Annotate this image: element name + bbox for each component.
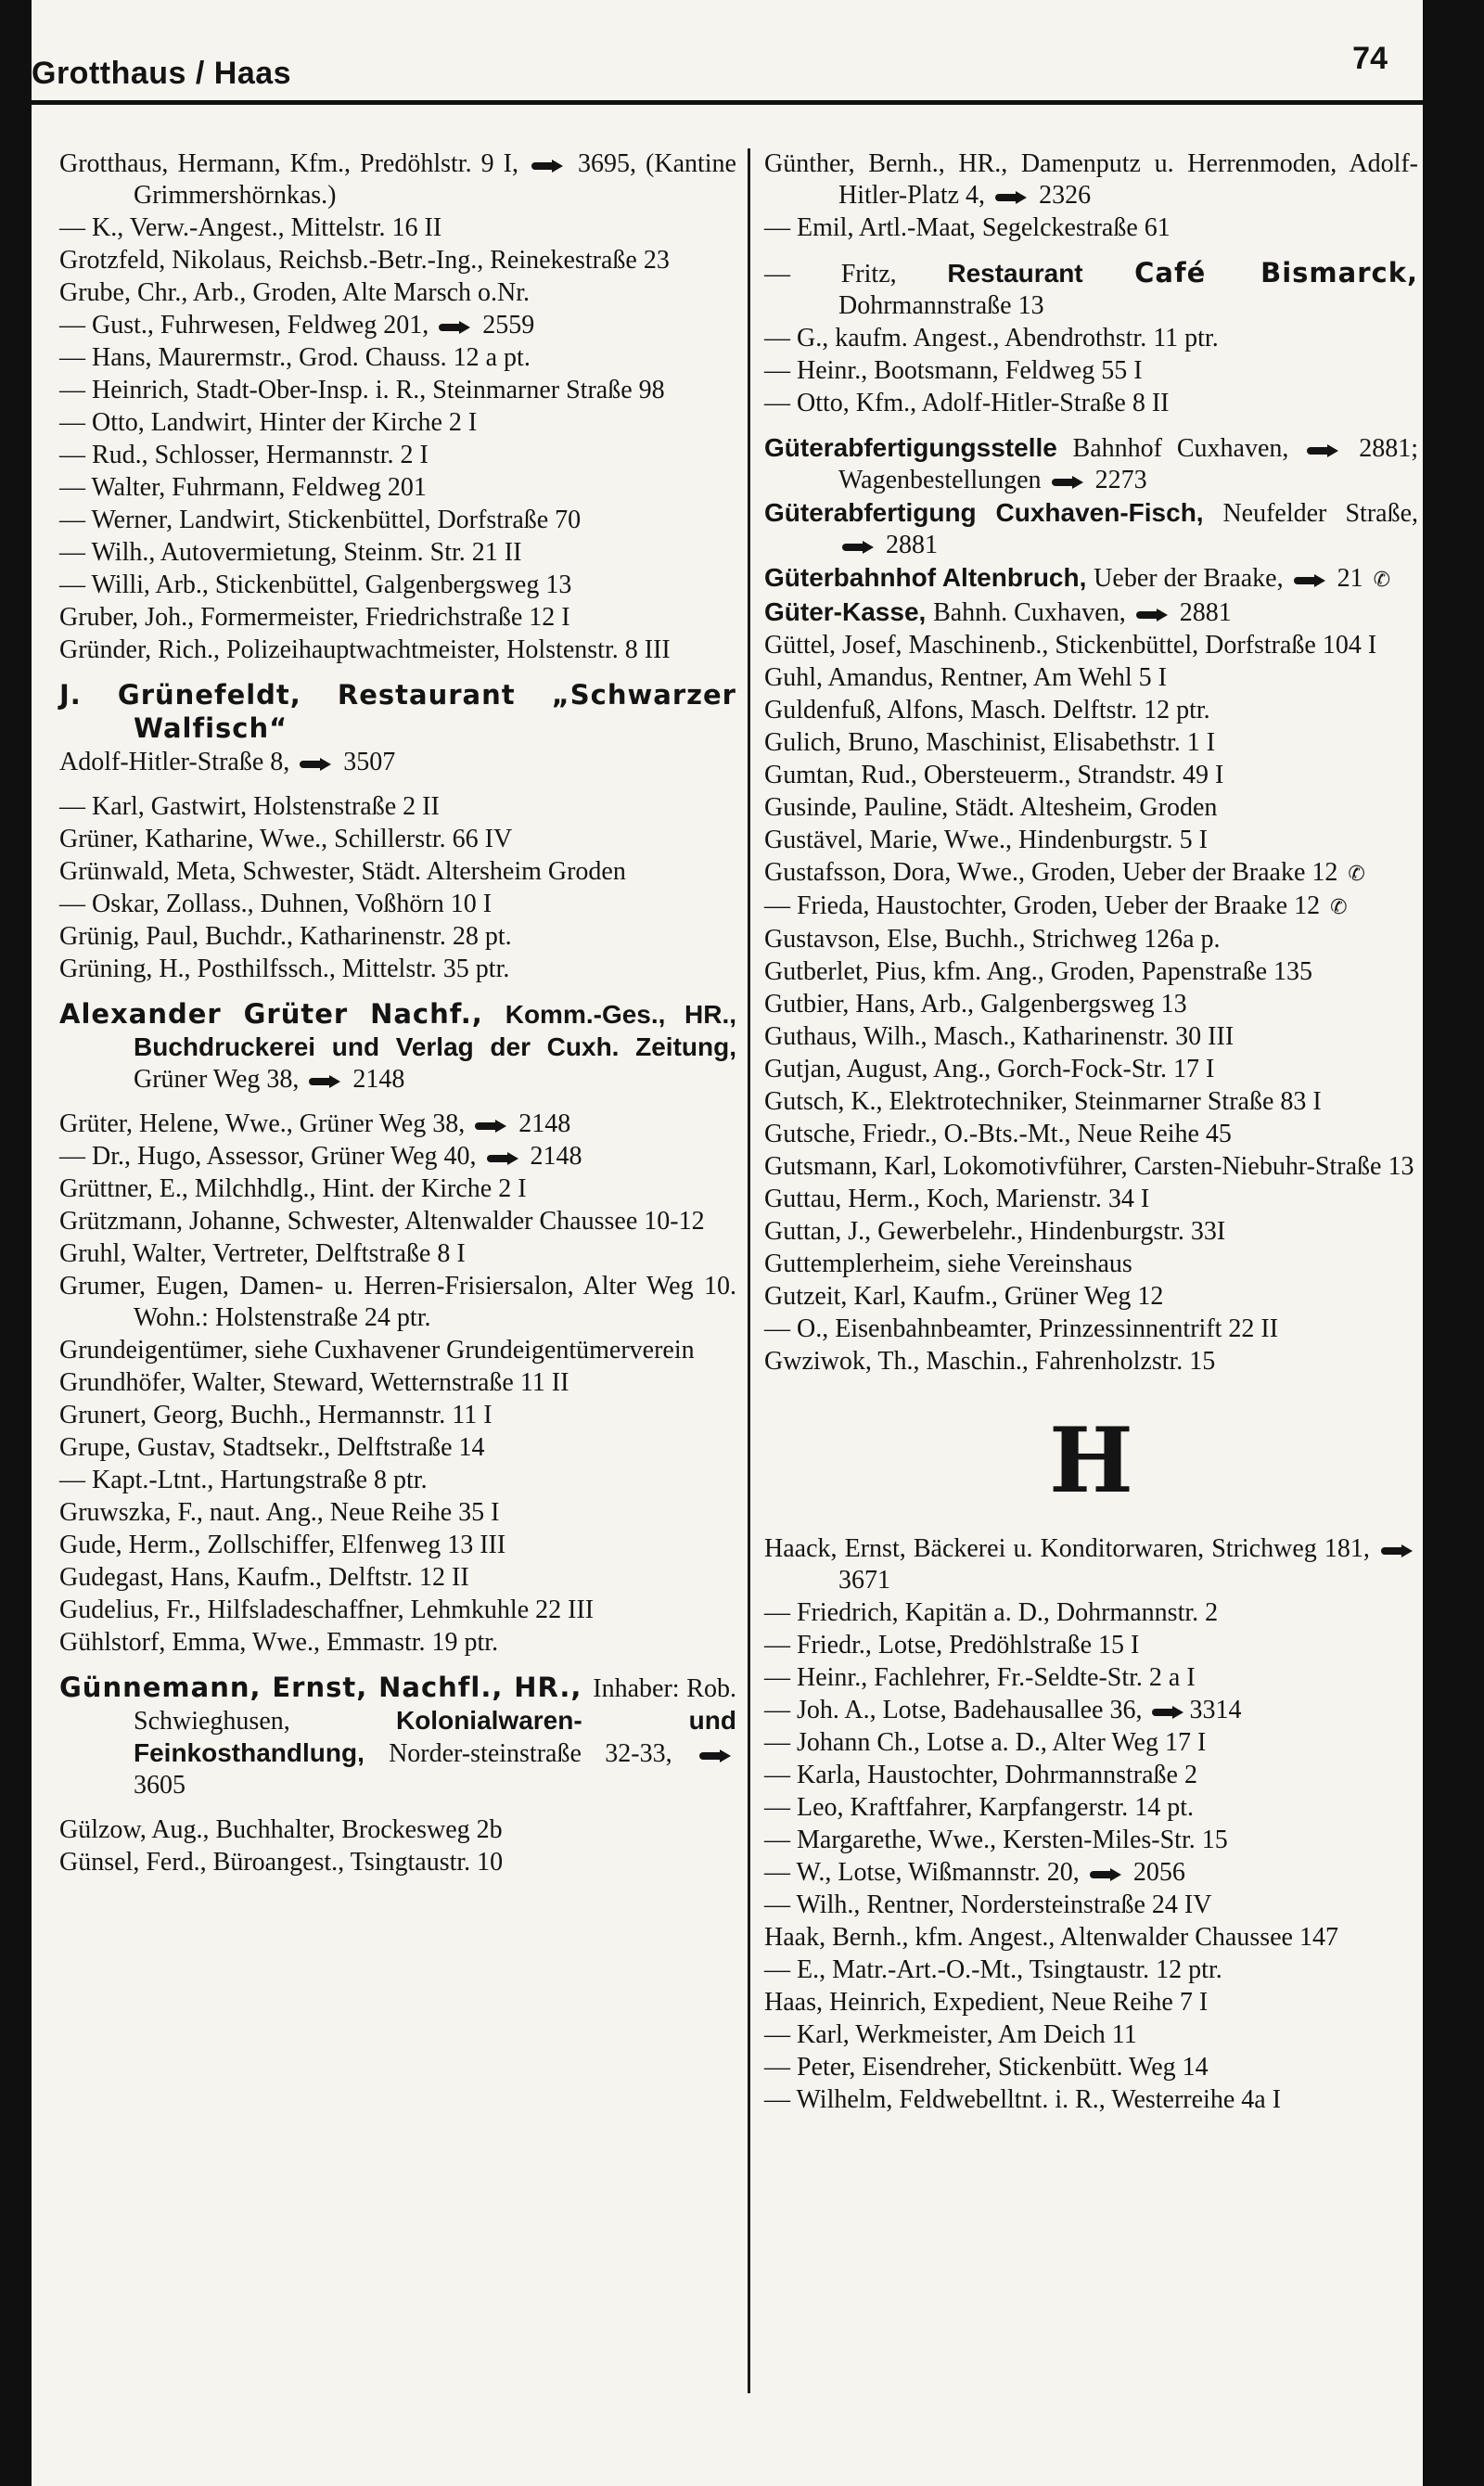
entry-text: — Margarethe, Wwe., Kersten-Miles-Str. 15	[764, 1826, 1228, 1854]
entry-text: — Peter, Eisendreher, Stickenbütt. Weg 14	[764, 2053, 1209, 2082]
entry-text: Grunert, Georg, Buchh., Hermannstr. 11 I	[59, 1401, 493, 1429]
entry-text: — Karl, Werkmeister, Am Deich 11	[764, 2020, 1137, 2049]
entry-text: Gulich, Bruno, Maschinist, Elisabethstr. 1 I	[764, 728, 1216, 757]
entry-text: Neufelder Straße,	[1222, 499, 1418, 528]
entry-text: 2148	[346, 1065, 405, 1094]
entry-text: — Otto, Landwirt, Hinter der Kirche 2 I	[59, 408, 478, 437]
entry-text: Grumer, Eugen, Damen- u. Herren-Frisiersalon, Alter Weg 10. Wohn.: Holstenstraße 24 ptr.	[59, 1272, 736, 1332]
directory-entry	[59, 277, 736, 309]
entry-text: Gutsch, K., Elektrotechniker, Steinmarner Straße 83 I	[764, 1087, 1322, 1116]
directory-entry	[59, 1400, 736, 1431]
entry-text: — Karla, Haustochter, Dohrmannstraße 2	[764, 1761, 1197, 1789]
directory-entry	[764, 1086, 1418, 1118]
entry-text: — Wilh., Rentner, Nordersteinstraße 24 IV	[764, 1890, 1212, 1919]
entry-text: — Otto, Kfm., Adolf-Hitler-Straße 8 II	[764, 389, 1170, 417]
directory-entry	[764, 924, 1418, 955]
directory-entry	[59, 1432, 736, 1464]
directory-entry	[764, 148, 1418, 211]
entry-text: Norder-steinstraße 32-33,	[389, 1739, 697, 1768]
entry-text: 2148	[512, 1109, 571, 1138]
entry-text: Gutsmann, Karl, Lokomotivführer, Carsten-Niebuhr-Straße 13	[764, 1152, 1414, 1181]
telephone-icon	[995, 192, 1027, 203]
telephone-icon	[439, 322, 470, 333]
telephone-icon	[1294, 575, 1325, 586]
telephone-icon	[309, 1076, 340, 1087]
entry-text: Grüning, H., Posthilfssch., Mittelstr. 35 ptr.	[59, 955, 510, 983]
entry-text: Gruhl, Walter, Vertreter, Delftstraße 8 I	[59, 1239, 466, 1268]
entry-text: — Dr., Hugo, Assessor, Grüner Weg 40,	[59, 1142, 483, 1171]
directory-entry	[59, 1141, 736, 1173]
directory-entry	[764, 891, 1418, 923]
entry-text: Grünwald, Meta, Schwester, Städt. Altersheim Groden	[59, 857, 626, 886]
entry-text: 21	[1330, 564, 1370, 593]
entry-text: — Leo, Kraftfahrer, Karpfangerstr. 14 pt.	[764, 1793, 1195, 1822]
directory-entry	[764, 956, 1418, 988]
directory-entry	[764, 497, 1418, 561]
directory-entry	[59, 747, 736, 778]
entry-text: 2273	[1088, 466, 1147, 494]
directory-entry	[764, 1249, 1418, 1280]
telephone-icon	[1090, 1869, 1121, 1880]
entry-text: Grüttner, E., Milchhdlg., Hint. der Kirche 2 I	[59, 1174, 527, 1203]
entry-text: — Friedrich, Kapitän a. D., Dohrmannstr. 2	[764, 1598, 1219, 1627]
page-header	[32, 28, 1423, 105]
entry-text: Grundhöfer, Walter, Steward, Wetternstraße 11 II	[59, 1368, 569, 1397]
directory-entry	[764, 1792, 1418, 1824]
entry-text: — Walter, Fuhrmann, Feldweg 201	[59, 473, 427, 502]
telephone-icon	[1052, 477, 1083, 488]
entry-text: Guhl, Amandus, Rentner, Am Wehl 5 I	[764, 663, 1167, 692]
entry-text: Bahnh. Cuxhaven,	[933, 598, 1132, 627]
entry-text: — G., kaufm. Angest., Abendrothstr. 11 ptr.	[764, 324, 1219, 352]
directory-entry	[59, 889, 736, 920]
entry-text: Gruwszka, F., naut. Ang., Neue Reihe 35 I	[59, 1498, 500, 1527]
directory-entry	[764, 323, 1418, 354]
entry-text: Gustafsson, Dora, Wwe., Groden, Ueber der Braake 12	[764, 858, 1345, 887]
entry-text: Günsel, Ferd., Büroangest., Tsingtaustr. 10	[59, 1848, 504, 1877]
entry-text: — Werner, Landwirt, Stickenbüttel, Dorfstraße 70	[59, 506, 582, 534]
directory-entry	[764, 2019, 1418, 2051]
entry-text: — Friedr., Lotse, Predöhlstraße 15 I	[764, 1631, 1140, 1659]
directory-entry	[764, 1281, 1418, 1313]
directory-entry	[59, 1497, 736, 1529]
directory-entry	[764, 1760, 1418, 1791]
directory-entry	[764, 1695, 1418, 1726]
entry-text: — Heinr., Fachlehrer, Fr.-Seldte-Str. 2 a I	[764, 1663, 1196, 1692]
directory-entry	[59, 634, 736, 666]
directory-entry	[59, 1271, 736, 1334]
telephone-icon	[1152, 1707, 1183, 1718]
post-horn-icon: ✆	[1348, 862, 1365, 885]
entry-text: — K., Verw.-Angest., Mittelstr. 16 II	[59, 213, 442, 242]
entry-text: 2881	[1172, 598, 1232, 627]
entry-text: Guttemplerheim, siehe Vereinshaus	[764, 1249, 1132, 1278]
entry-text: Grüner, Katharine, Wwe., Schillerstr. 66 IV	[59, 825, 513, 853]
entry-text: Guthaus, Wilh., Masch., Katharinenstr. 30 III	[764, 1022, 1235, 1051]
telephone-icon	[699, 1750, 731, 1762]
directory-entry	[59, 1627, 736, 1659]
entry-text: Guldenfuß, Alfons, Masch. Delftstr. 12 ptr.	[764, 696, 1210, 724]
entry-text: — Frieda, Haustochter, Groden, Ueber der Braake 12	[764, 891, 1327, 920]
directory-entry	[59, 342, 736, 374]
entry-text: Grützmann, Johanne, Schwester, Altenwalder Chaussee 10-12	[59, 1207, 705, 1236]
telephone-icon	[487, 1153, 518, 1164]
directory-entry	[59, 1672, 736, 1801]
directory-entry	[764, 857, 1418, 890]
directory-entry	[764, 1727, 1418, 1759]
entry-text: 2326	[1032, 181, 1092, 210]
directory-entry	[764, 257, 1418, 322]
directory-entry	[764, 630, 1418, 661]
entry-text: Grünig, Paul, Buchdr., Katharinenstr. 28 pt.	[59, 922, 512, 951]
directory-entry	[764, 2084, 1418, 2116]
entry-text: — Johann Ch., Lotse a. D., Alter Weg 17 I	[764, 1728, 1207, 1757]
entry-text: Grotthaus, Hermann, Kfm., Predöhlstr. 9 I,	[59, 149, 528, 178]
telephone-icon	[842, 542, 874, 553]
directory-entry	[59, 921, 736, 953]
entry-text: Güttel, Josef, Maschinenb., Stickenbüttel, Dorfstraße 104 I	[764, 631, 1377, 660]
directory-entry	[764, 1630, 1418, 1661]
entry-text: Dohrmannstraße 13	[838, 291, 1044, 320]
entry-text: — Gust., Fuhrwesen, Feldweg 201,	[59, 311, 436, 340]
directory-entry	[59, 1108, 736, 1140]
directory-entry	[764, 989, 1418, 1020]
entry-text: 3314	[1189, 1696, 1242, 1724]
entry-text: — Wilhelm, Feldwebelltnt. i. R., Westerreihe 4a I	[764, 2085, 1282, 2114]
entry-text: 3695, (Kantine Grimmershörnkas.)	[134, 149, 736, 210]
directory-entry	[764, 1054, 1418, 1085]
directory-entry	[764, 1825, 1418, 1856]
telephone-icon	[1136, 609, 1168, 621]
entry-display-name: J. Grünefeldt, Restaurant „Schwarzer Walfisch“	[59, 679, 736, 744]
directory-entry	[59, 602, 736, 634]
entry-text: Haas, Heinrich, Expedient, Neue Reihe 7 I	[764, 1988, 1209, 2017]
entry-text: Gutberlet, Pius, kfm. Ang., Groden, Papenstraße 135	[764, 957, 1313, 986]
entry-text: Grupe, Gustav, Stadtsekr., Delftstraße 14	[59, 1433, 485, 1462]
entry-text: Ueber der Braake,	[1094, 564, 1290, 593]
entry-text: Gude, Herm., Zollschiffer, Elfenweg 13 III	[59, 1531, 506, 1559]
directory-entry	[59, 537, 736, 569]
directory-entry	[59, 1814, 736, 1846]
directory-entry	[764, 727, 1418, 759]
entry-text: Grube, Chr., Arb., Groden, Alte Marsch o.Nr.	[59, 278, 531, 307]
entry-text: 3507	[337, 748, 396, 776]
entry-text: Gruber, Joh., Formermeister, Friedrichstraße 12 I	[59, 603, 570, 632]
directory-entry	[764, 388, 1418, 419]
telephone-icon	[1381, 1545, 1413, 1557]
directory-entry	[59, 148, 736, 211]
entry-text: Bahnhof Cuxhaven,	[1072, 434, 1304, 463]
entry-text: Gutbier, Hans, Arb., Galgenbergsweg 13	[764, 990, 1187, 1019]
directory-entry	[59, 1562, 736, 1594]
directory-entry	[764, 662, 1418, 694]
entry-text: Gutjan, August, Ang., Gorch-Fock-Str. 17 I	[764, 1055, 1215, 1083]
directory-entry	[764, 596, 1418, 629]
directory-entry	[59, 570, 736, 601]
entry-text: — Rud., Schlosser, Hermannstr. 2 I	[59, 441, 429, 469]
entry-text: Haack, Ernst, Bäckerei u. Konditorwaren, Strichweg 181,	[764, 1534, 1377, 1563]
entry-bold-text: Restaurant	[947, 259, 1135, 288]
directory-entry	[764, 1313, 1418, 1345]
entry-bold-text: Güterabfertigungsstelle	[764, 433, 1073, 462]
entry-text: 3605	[134, 1771, 186, 1800]
directory-entry	[59, 440, 736, 471]
entry-bold-text: Güter-Kasse,	[764, 597, 934, 626]
directory-entry	[59, 245, 736, 276]
entry-text: — Fritz,	[764, 260, 948, 288]
directory-entry	[764, 1346, 1418, 1378]
entry-text: 3671	[838, 1566, 890, 1595]
directory-entry	[764, 1662, 1418, 1694]
directory-entry	[59, 679, 736, 746]
directory-entry	[59, 791, 736, 823]
telephone-icon	[475, 1121, 506, 1132]
entry-text: Grüner Weg 38,	[134, 1065, 306, 1094]
entry-text: — Kapt.-Ltnt., Hartungstraße 8 ptr.	[59, 1466, 428, 1494]
entry-text: — O., Eisenbahnbeamter, Prinzessinnentrift 22 II	[764, 1314, 1279, 1343]
column-divider	[748, 148, 750, 2393]
directory-entry	[59, 954, 736, 985]
directory-entry	[59, 505, 736, 536]
directory-entry	[59, 1847, 736, 1878]
right-column	[764, 148, 1418, 2117]
directory-page	[32, 0, 1423, 2486]
left-column	[59, 148, 736, 1879]
directory-entry	[764, 1184, 1418, 1215]
entry-text: Adolf-Hitler-Straße 8,	[59, 748, 297, 776]
entry-text: Guttau, Herm., Koch, Marienstr. 34 I	[764, 1185, 1150, 1213]
entry-text: 2056	[1126, 1858, 1185, 1887]
telephone-icon	[300, 759, 331, 770]
entry-text: Grotzfeld, Nikolaus, Reichsb.-Betr.-Ing., Reinekestraße 23	[59, 246, 670, 275]
entry-display-name: Café Bismarck,	[1134, 257, 1418, 288]
entry-bold-text: Komm.-Ges., HR., Buchdruckerei und Verlag der Cuxh. Zeitung,	[134, 1000, 736, 1061]
page-number: 74	[1352, 41, 1388, 76]
directory-entry	[764, 825, 1418, 856]
entry-text: — Joh. A., Lotse, Badehausallee 36,	[764, 1696, 1149, 1724]
entry-text: — Willi, Arb., Stickenbüttel, Galgenbergsweg 13	[59, 570, 572, 599]
entry-text: Guttan, J., Gewerbelehr., Hindenburgstr. 33I	[764, 1217, 1226, 1246]
entry-text: Gutsche, Friedr., O.-Bts.-Mt., Neue Reihe 45	[764, 1120, 1232, 1148]
entry-text: — Heinr., Bootsmann, Feldweg 55 I	[764, 356, 1143, 385]
entry-text: Gusinde, Pauline, Städt. Altesheim, Groden	[764, 793, 1218, 822]
entry-bold-text: Kolonialwaren- und Feinkosthandlung,	[134, 1706, 736, 1767]
entry-text: — Karl, Gastwirt, Holstenstraße 2 II	[59, 792, 440, 821]
directory-entry	[59, 1465, 736, 1496]
telephone-icon	[531, 160, 563, 172]
entry-text: Gudegast, Hans, Kaufm., Delftstr. 12 II	[59, 1563, 469, 1592]
directory-entry	[764, 1987, 1418, 2018]
entry-text: — W., Lotse, Wißmannstr. 20,	[764, 1858, 1086, 1887]
telephone-icon	[1307, 445, 1338, 456]
entry-text: Grüter, Helene, Wwe., Grüner Weg 38,	[59, 1109, 472, 1138]
entry-text: — Hans, Maurermstr., Grod. Chauss. 12 a pt.	[59, 343, 531, 372]
entry-text: — E., Matr.-Art.-O.-Mt., Tsingtaustr. 12 ptr.	[764, 1955, 1222, 1984]
entry-text: Grundeigentümer, siehe Cuxhavener Grundeigentümerverein	[59, 1336, 695, 1365]
section-letter: H	[1049, 1408, 1133, 1513]
directory-entry	[59, 212, 736, 244]
entry-text: 2881; Wagenbestellungen	[838, 434, 1418, 494]
entry-text: — Wilh., Autovermietung, Steinm. Str. 21 II	[59, 538, 522, 567]
directory-entry	[764, 792, 1418, 824]
directory-entry	[764, 1021, 1418, 1053]
directory-entry	[59, 998, 736, 1096]
directory-entry	[59, 407, 736, 439]
directory-entry	[59, 1367, 736, 1399]
entry-display-name: Günnemann, Ernst, Nachfl., HR.,	[59, 1672, 594, 1703]
entry-text: Gumtan, Rud., Obersteuerm., Strandstr. 49 I	[764, 761, 1224, 789]
entry-bold-text: Güterabfertigung Cuxhaven-Fisch,	[764, 498, 1223, 527]
directory-entry	[764, 1597, 1418, 1629]
post-horn-icon: ✆	[1330, 895, 1348, 918]
directory-entry	[59, 472, 736, 504]
entry-text: Gülzow, Aug., Buchhalter, Brockesweg 2b	[59, 1815, 503, 1844]
entry-text: — Oskar, Zollass., Duhnen, Voßhörn 10 I	[59, 890, 493, 918]
entry-text: Gustavson, Else, Buchh., Strichweg 126a p.	[764, 925, 1221, 954]
directory-entry	[59, 1595, 736, 1626]
directory-entry	[59, 824, 736, 855]
entry-text: Günther, Bernh., HR., Damenputz u. Herrenmoden, Adolf-Hitler-Platz 4,	[764, 149, 1418, 210]
directory-entry	[59, 1173, 736, 1205]
directory-entry	[59, 1335, 736, 1366]
directory-entry	[764, 2052, 1418, 2083]
directory-entry	[764, 760, 1418, 791]
directory-entry	[59, 375, 736, 406]
directory-entry	[59, 310, 736, 341]
entry-text: Gwziwok, Th., Maschin., Fahrenholzstr. 15	[764, 1347, 1216, 1376]
directory-entry	[764, 1533, 1418, 1596]
entry-text: Gudelius, Fr., Hilfsladeschaffner, Lehmkuhle 22 III	[59, 1595, 595, 1624]
directory-entry	[764, 1857, 1418, 1889]
entry-display-name: Alexander Grüter Nachf.,	[59, 998, 505, 1030]
entry-text: Inhaber: Rob. Schwieghusen,	[134, 1674, 736, 1736]
directory-entry	[764, 1151, 1418, 1183]
entry-text: Gustävel, Marie, Wwe., Hindenburgstr. 5 I	[764, 826, 1208, 854]
directory-entry	[59, 856, 736, 888]
entry-text: Haak, Bernh., kfm. Angest., Altenwalder Chaussee 147	[764, 1923, 1338, 1952]
entry-text: 2559	[476, 311, 535, 340]
post-horn-icon: ✆	[1373, 568, 1391, 591]
directory-entry	[764, 695, 1418, 726]
directory-entry	[764, 1954, 1418, 1986]
directory-entry	[764, 1890, 1418, 1921]
directory-entry	[764, 1119, 1418, 1150]
entry-text: Gründer, Rich., Polizeihauptwachtmeister, Holstenstr. 8 III	[59, 635, 671, 664]
directory-entry	[59, 1530, 736, 1561]
directory-entry	[764, 432, 1418, 496]
directory-entry	[764, 562, 1418, 596]
directory-entry	[764, 355, 1418, 387]
entry-bold-text: Güterbahnhof Altenbruch,	[764, 563, 1094, 592]
directory-entry	[59, 1238, 736, 1270]
running-head: Grotthaus / Haas	[32, 56, 292, 91]
directory-entry	[764, 1216, 1418, 1248]
entry-text: 2148	[523, 1142, 582, 1171]
entry-text: — Heinrich, Stadt-Ober-Insp. i. R., Steinmarner Straße 98	[59, 376, 665, 404]
entry-text: 2881	[879, 531, 938, 559]
directory-entry	[764, 1922, 1418, 1954]
entry-text: Gutzeit, Karl, Kaufm., Grüner Weg 12	[764, 1282, 1164, 1311]
directory-entry	[59, 1206, 736, 1237]
entry-text: — Emil, Artl.-Maat, Segelckestraße 61	[764, 213, 1171, 242]
directory-entry	[764, 212, 1418, 244]
entry-text: Gühlstorf, Emma, Wwe., Emmastr. 19 ptr.	[59, 1628, 499, 1657]
